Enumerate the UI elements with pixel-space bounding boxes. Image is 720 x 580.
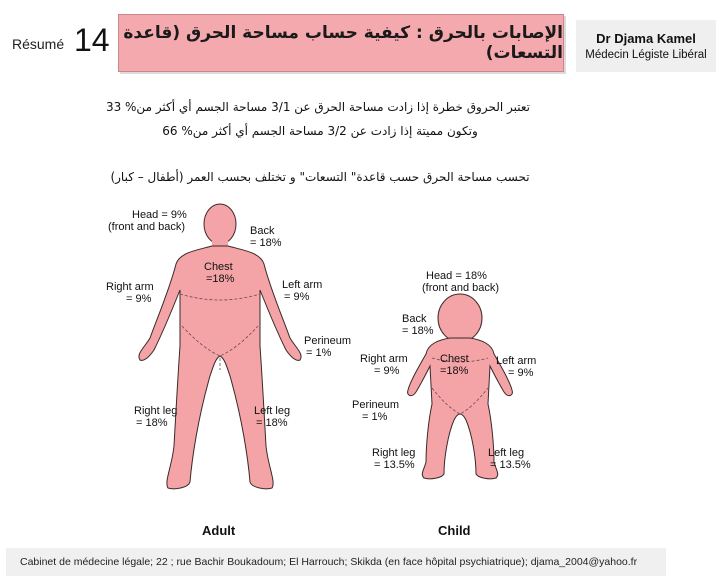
footer-address: Cabinet de médecine légale; 22 ; rue Bachir Boukadoum; El Harrouch; Skikda (en face hôpital psychiatrique); djama_2004@yahoo.fr	[6, 548, 666, 576]
child-left-leg-label: Left leg	[488, 447, 525, 459]
child-caption: Child	[438, 523, 471, 538]
child-right-arm-value: = 9%	[374, 365, 400, 377]
child-chest-value: =18%	[440, 365, 469, 377]
page-title: الإصابات بالحرق : كيفية حساب مساحة الحرق (قاعدة التسعات)	[123, 23, 563, 63]
adult-right-leg-value: = 18%	[136, 417, 168, 429]
child-chest-label: Chest	[440, 353, 469, 365]
child-head-sublabel: (front and back)	[422, 282, 500, 294]
adult-back-label: Back	[250, 225, 275, 237]
child-perineum-value: = 1%	[362, 411, 388, 423]
author-title: Médecin Légiste Libéral	[585, 49, 707, 61]
text-line-fatal-burn: وتكون مميتة إذا زادت عن 3/2 مساحة الجسم أي أكثر من% 66	[162, 124, 478, 138]
adult-head-sublabel: (front and back)	[108, 221, 186, 233]
adult-chest-label: Chest	[204, 261, 233, 273]
child-back-label: Back	[402, 313, 427, 325]
child-back-value: = 18%	[402, 325, 434, 337]
child-right-arm-label: Right arm	[360, 353, 408, 365]
text-line-rule-of-nines: تحسب مساحة الحرق حسب قاعدة" التسعات" و تختلف بحسب العمر (أطفال – كبار)	[110, 170, 530, 184]
child-left-leg-value: = 13.5%	[490, 459, 531, 471]
author-box	[576, 20, 716, 72]
child-head-label: Head = 18%	[426, 270, 487, 282]
child-right-leg-label: Right leg	[372, 447, 416, 459]
child-left-arm-value: = 9%	[508, 367, 534, 379]
title-banner	[118, 14, 564, 72]
adult-left-arm-label: Left arm	[282, 279, 323, 291]
adult-left-leg-label: Left leg	[254, 405, 291, 417]
child-head-shape	[438, 294, 482, 342]
child-right-leg-value: = 13.5%	[374, 459, 415, 471]
child-perineum-label: Perineum	[352, 399, 400, 411]
adult-chest-value: =18%	[206, 273, 235, 285]
rule-of-nines-diagram	[98, 198, 578, 543]
adult-perineum-value: = 1%	[306, 347, 332, 359]
adult-perineum-label: Perineum	[304, 335, 352, 347]
adult-left-leg-value: = 18%	[256, 417, 288, 429]
adult-right-leg-label: Right leg	[134, 405, 178, 417]
adult-left-arm-value: = 9%	[284, 291, 310, 303]
adult-right-arm-value: = 9%	[126, 293, 152, 305]
text-line-critical-burn: تعتبر الحروق خطرة إذا زادت مساحة الحرق عن 3/1 مساحة الجسم أي أكثر من% 33	[105, 100, 530, 114]
adult-caption: Adult	[202, 523, 236, 538]
adult-head-label: Head = 9%	[132, 209, 187, 221]
page-number: 14	[74, 22, 110, 58]
child-left-arm-label: Left arm	[496, 355, 537, 367]
resume-label: Résumé	[12, 36, 65, 52]
adult-head-shape	[204, 204, 236, 244]
adult-right-arm-label: Right arm	[106, 281, 154, 293]
adult-back-value: = 18%	[250, 237, 282, 249]
author-name: Dr Djama Kamel	[596, 31, 696, 46]
